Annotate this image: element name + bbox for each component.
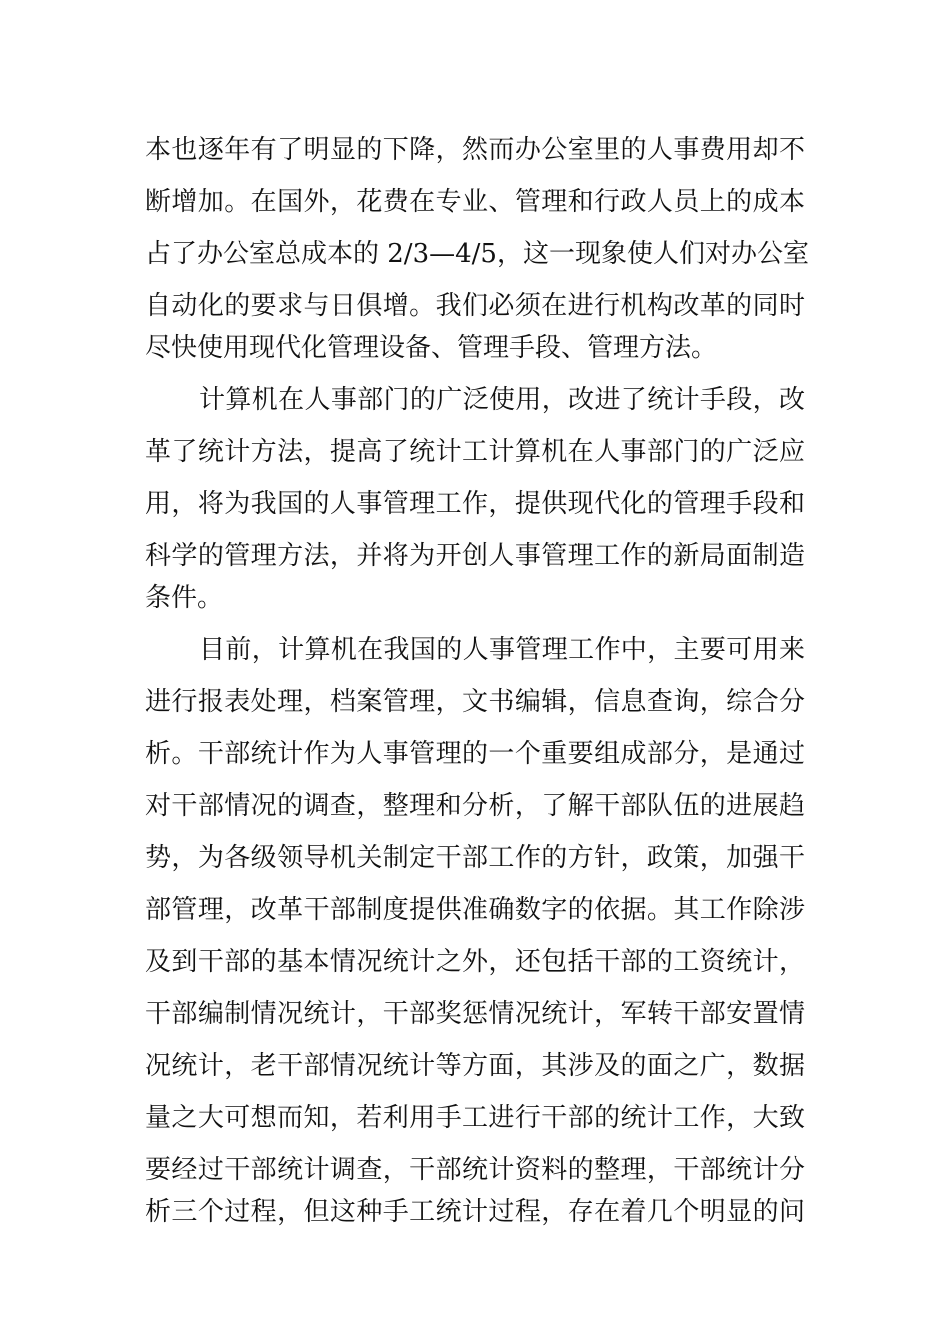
text-line: 本也逐年有了明显的下降，然而办公室里的人事费用却不 [145,135,805,165]
text-line: 况统计，老干部情况统计等方面，其涉及的面之广，数据 [145,1051,805,1081]
text-line: 自动化的要求与日俱增。我们必须在进行机构改革的同时 [145,291,805,321]
text-line: 科学的管理方法，并将为开创人事管理工作的新局面制造 [145,541,805,571]
text-line: 对干部情况的调查，整理和分析，了解干部队伍的进展趋 [145,791,805,821]
paragraph-first-line: 目前，计算机在我国的人事管理工作中，主要可用来 [199,635,805,665]
text-line: 要经过干部统计调查，干部统计资料的整理，干部统计分 [145,1155,805,1185]
text-line: 析三个过程，但这种手工统计过程，存在着几个明显的问 [145,1197,805,1227]
text-line: 尽快使用现代化管理设备、管理手段、管理方法。 [145,333,718,363]
text-line: 量之大可想而知，若利用手工进行干部的统计工作，大致 [145,1103,805,1133]
text-line: 干部编制情况统计，干部奖惩情况统计，军转干部安置情 [145,999,805,1029]
text-line: 进行报表处理，档案管理，文书编辑，信息查询，综合分 [145,687,805,717]
text-line: 析。干部统计作为人事管理的一个重要组成部分，是通过 [145,739,805,769]
text-line: 部管理，改革干部制度提供准确数字的依据。其工作除涉 [145,895,805,925]
text-line: 势，为各级领导机关制定干部工作的方针，政策，加强干 [145,843,805,873]
text-line: 革了统计方法，提高了统计工计算机在人事部门的广泛应 [145,437,805,467]
text-line: 条件。 [145,583,224,613]
text-line: 及到干部的基本情况统计之外，还包括干部的工资统计， [145,947,805,977]
text-line: 占了办公室总成本的 2/3—4/5，这一现象使人们对办公室 [145,239,809,269]
text-line: 用，将为我国的人事管理工作，提供现代化的管理手段和 [145,489,805,519]
paragraph-first-line: 计算机在人事部门的广泛使用，改进了统计手段，改 [199,385,805,415]
text-line: 断增加。在国外，花费在专业、管理和行政人员上的成本 [145,187,805,217]
